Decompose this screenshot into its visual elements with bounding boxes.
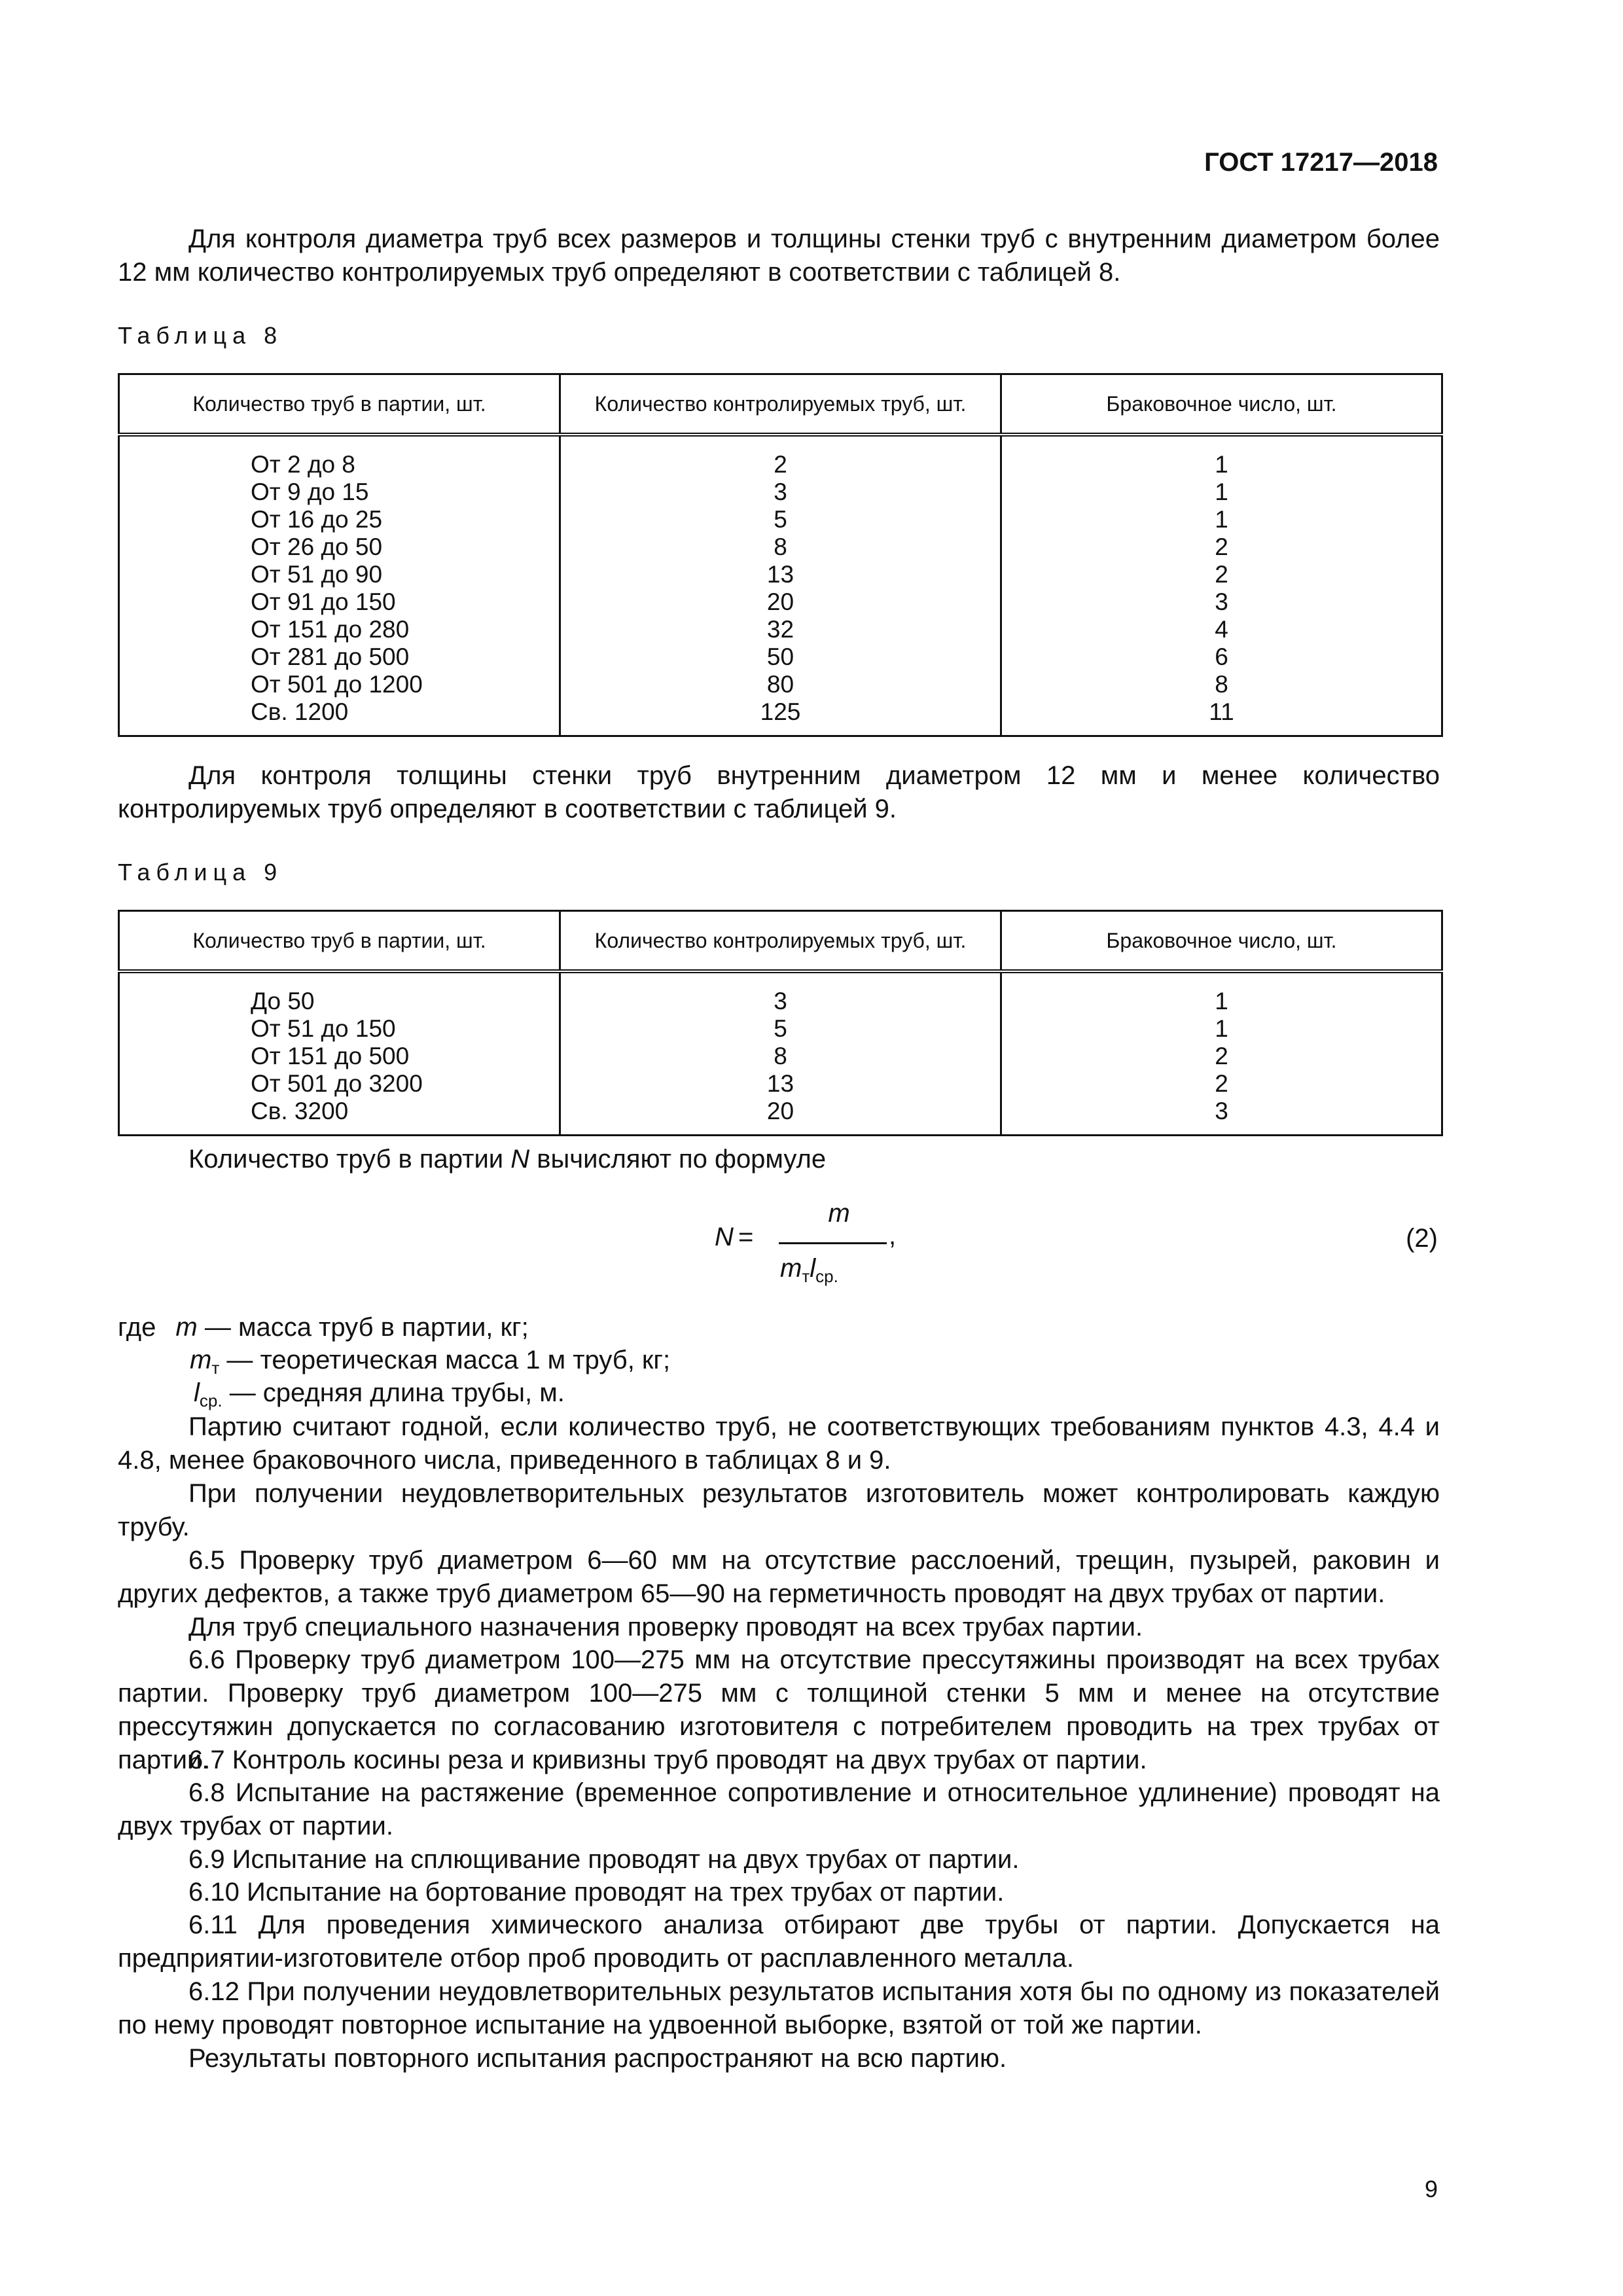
table-row bbox=[119, 1015, 1442, 1043]
table-9 bbox=[118, 910, 1443, 1136]
column-header: Количество контролируемых труб, шт. bbox=[560, 374, 1001, 435]
table-cell: 6 bbox=[1001, 643, 1442, 671]
paragraph: Партию считают годной, если количество труб, не соответствующих требованиям пунктов 4.3, 4.4 и 4.8, менее браковочного числа, приведенного в таблицах 8 и 9. bbox=[118, 1412, 1440, 1475]
paragraph: 6.12 При получении неудовлетворительных результатов испытания хотя бы по одному из показателей по нему проводят повторное испытание на удвоенной выборке, взятой от той же партии. bbox=[118, 1977, 1440, 2039]
table-9-header-row bbox=[119, 911, 1442, 972]
den-l-subscript: ср. bbox=[815, 1266, 838, 1286]
table-row bbox=[119, 643, 1442, 671]
table-cell: 32 bbox=[560, 616, 1001, 643]
formula-numerator: m bbox=[828, 1199, 850, 1228]
table-cell: От 501 до 1200 bbox=[119, 671, 560, 698]
formula-comma: , bbox=[889, 1221, 897, 1250]
table-row bbox=[119, 561, 1442, 588]
formula-intro bbox=[118, 1143, 1440, 1176]
table-cell: 1 bbox=[1001, 1015, 1442, 1043]
table-row bbox=[119, 533, 1442, 561]
table-row bbox=[119, 506, 1442, 533]
table-cell: 3 bbox=[1001, 1098, 1442, 1136]
formula-intro-after: вычисляют по формуле bbox=[529, 1145, 827, 1174]
table-8 bbox=[118, 373, 1443, 737]
table-8-header-row bbox=[119, 374, 1442, 435]
table-cell: 1 bbox=[1001, 971, 1442, 1015]
paragraph: Результаты повторного испытания распространяют на всю партию. bbox=[188, 2044, 1007, 2073]
intro-table-8: Для контроля диаметра труб всех размеров и толщины стенки труб с внутренним диаметром более 12 мм количество контролируемых труб определяют в соответствии с таблицей 8. bbox=[118, 224, 1440, 287]
where-symbol: m bbox=[175, 1313, 198, 1342]
where-subscript: ср. bbox=[199, 1391, 223, 1410]
intro-table-9: Для контроля толщины стенки труб внутренним диаметром 12 мм и менее количество контролируемых труб определяют в соответствии с таблицей 9. bbox=[118, 761, 1440, 823]
table-cell: От 91 до 150 bbox=[119, 588, 560, 616]
table-cell: 11 bbox=[1001, 698, 1442, 736]
den-m: m bbox=[780, 1254, 802, 1283]
table-cell: 2 bbox=[1001, 1070, 1442, 1098]
table-cell: 2 bbox=[1001, 1043, 1442, 1070]
where-subscript: т bbox=[211, 1358, 220, 1378]
table-cell: Св. 1200 bbox=[119, 698, 560, 736]
table-cell: 50 bbox=[560, 643, 1001, 671]
table-row bbox=[119, 671, 1442, 698]
column-header: Количество труб в партии, шт. bbox=[119, 374, 560, 435]
table-cell: 5 bbox=[560, 1015, 1001, 1043]
table-cell: 3 bbox=[1001, 588, 1442, 616]
table-8-caption: Таблица 8 bbox=[118, 322, 283, 349]
table-cell: 3 bbox=[560, 478, 1001, 506]
table-row bbox=[119, 698, 1442, 736]
where-text: — теоретическая масса 1 м труб, кг; bbox=[219, 1346, 671, 1374]
formula-lhs: N bbox=[715, 1223, 734, 1251]
den-m-subscript: т bbox=[802, 1266, 810, 1286]
document-code: ГОСТ 17217—2018 bbox=[1204, 148, 1438, 177]
table-cell: От 16 до 25 bbox=[119, 506, 560, 533]
where-text: — средняя длина трубы, м. bbox=[222, 1378, 565, 1407]
table-row bbox=[119, 616, 1442, 643]
table-row bbox=[119, 588, 1442, 616]
table-cell: От 2 до 8 bbox=[119, 435, 560, 478]
table-cell: 3 bbox=[560, 971, 1001, 1015]
paragraph: 6.10 Испытание на бортование проводят на трех трубах от партии. bbox=[188, 1878, 1005, 1907]
table-cell: 8 bbox=[560, 533, 1001, 561]
column-header: Количество труб в партии, шт. bbox=[119, 911, 560, 972]
paragraph: 6.8 Испытание на растяжение (временное сопротивление и относительное удлинение) проводят на двух трубах от партии. bbox=[118, 1778, 1440, 1840]
table-cell: От 151 до 500 bbox=[119, 1043, 560, 1070]
table-row bbox=[119, 1043, 1442, 1070]
table-cell: 4 bbox=[1001, 616, 1442, 643]
table-cell: 2 bbox=[560, 435, 1001, 478]
variable-n: N bbox=[510, 1145, 530, 1174]
formula-equals: = bbox=[738, 1223, 754, 1251]
table-cell: 1 bbox=[1001, 478, 1442, 506]
formula-intro-before: Количество труб в партии bbox=[188, 1145, 511, 1174]
table-row bbox=[119, 478, 1442, 506]
table-cell: От 501 до 3200 bbox=[119, 1070, 560, 1098]
table-cell: 2 bbox=[1001, 561, 1442, 588]
formula-denominator bbox=[780, 1254, 838, 1287]
table-cell: 125 bbox=[560, 698, 1001, 736]
fraction-bar bbox=[779, 1242, 887, 1244]
column-header: Браковочное число, шт. bbox=[1001, 911, 1442, 972]
paragraph: 6.5 Проверку труб диаметром 6—60 мм на отсутствие расслоений, трещин, пузырей, раковин и других дефектов, а также труб диаметром 65—90 на герметичность проводят на двух трубах от партии. bbox=[118, 1546, 1440, 1608]
table-cell: От 26 до 50 bbox=[119, 533, 560, 561]
table-cell: До 50 bbox=[119, 971, 560, 1015]
table-cell: 8 bbox=[560, 1043, 1001, 1070]
equation-number: (2) bbox=[1406, 1224, 1438, 1253]
table-9-caption: Таблица 9 bbox=[118, 859, 283, 886]
paragraph: 6.6 Проверку труб диаметром 100—275 мм на отсутствие прессутяжины производят на всех трубах партии. Проверку труб диаметром 100—275 мм с толщиной стенки 5 мм и менее на отсутствие прессутяжин допускается по согласованию изготовителя с потребителем проводить на трех трубах от партии. bbox=[118, 1645, 1440, 1774]
table-cell: 80 bbox=[560, 671, 1001, 698]
table-cell: От 9 до 15 bbox=[119, 478, 560, 506]
table-row bbox=[119, 1098, 1442, 1136]
table-cell: От 51 до 90 bbox=[119, 561, 560, 588]
formula-2 bbox=[707, 1199, 897, 1297]
table-cell: 1 bbox=[1001, 506, 1442, 533]
table-cell: 2 bbox=[1001, 533, 1442, 561]
table-row bbox=[119, 435, 1442, 478]
where-lead: где bbox=[118, 1313, 156, 1342]
where-item bbox=[118, 1311, 529, 1344]
where-symbol: m bbox=[190, 1346, 212, 1374]
paragraph: 6.9 Испытание на сплющивание проводят на двух трубах от партии. bbox=[188, 1845, 1020, 1874]
table-cell: От 151 до 280 bbox=[119, 616, 560, 643]
table-cell: 1 bbox=[1001, 435, 1442, 478]
table-cell: Св. 3200 bbox=[119, 1098, 560, 1136]
column-header: Браковочное число, шт. bbox=[1001, 374, 1442, 435]
table-row bbox=[119, 1070, 1442, 1098]
table-cell: 20 bbox=[560, 588, 1001, 616]
table-cell: От 51 до 150 bbox=[119, 1015, 560, 1043]
table-cell: 13 bbox=[560, 561, 1001, 588]
paragraph: Для труб специального назначения проверку проводят на всех трубах партии. bbox=[188, 1613, 1143, 1641]
table-cell: 5 bbox=[560, 506, 1001, 533]
table-cell: От 281 до 500 bbox=[119, 643, 560, 671]
table-cell: 8 bbox=[1001, 671, 1442, 698]
paragraph: 6.11 Для проведения химического анализа отбирают две трубы от партии. Допускается на предприятии-изготовителе отбор проб проводить от расплавленного металла. bbox=[118, 1910, 1440, 1973]
where-symbol: l bbox=[194, 1378, 200, 1407]
table-cell: 20 bbox=[560, 1098, 1001, 1136]
paragraph: При получении неудовлетворительных результатов изготовитель может контролировать каждую трубу. bbox=[118, 1479, 1440, 1541]
where-text: — масса труб в партии, кг; bbox=[197, 1313, 529, 1342]
table-cell: 13 bbox=[560, 1070, 1001, 1098]
page-number: 9 bbox=[1424, 2176, 1438, 2202]
column-header: Количество контролируемых труб, шт. bbox=[560, 911, 1001, 972]
paragraph: 6.7 Контроль косины реза и кривизны труб проводят на двух трубах от партии. bbox=[188, 1746, 1147, 1774]
den-l: l bbox=[810, 1254, 816, 1283]
table-row bbox=[119, 971, 1442, 1015]
